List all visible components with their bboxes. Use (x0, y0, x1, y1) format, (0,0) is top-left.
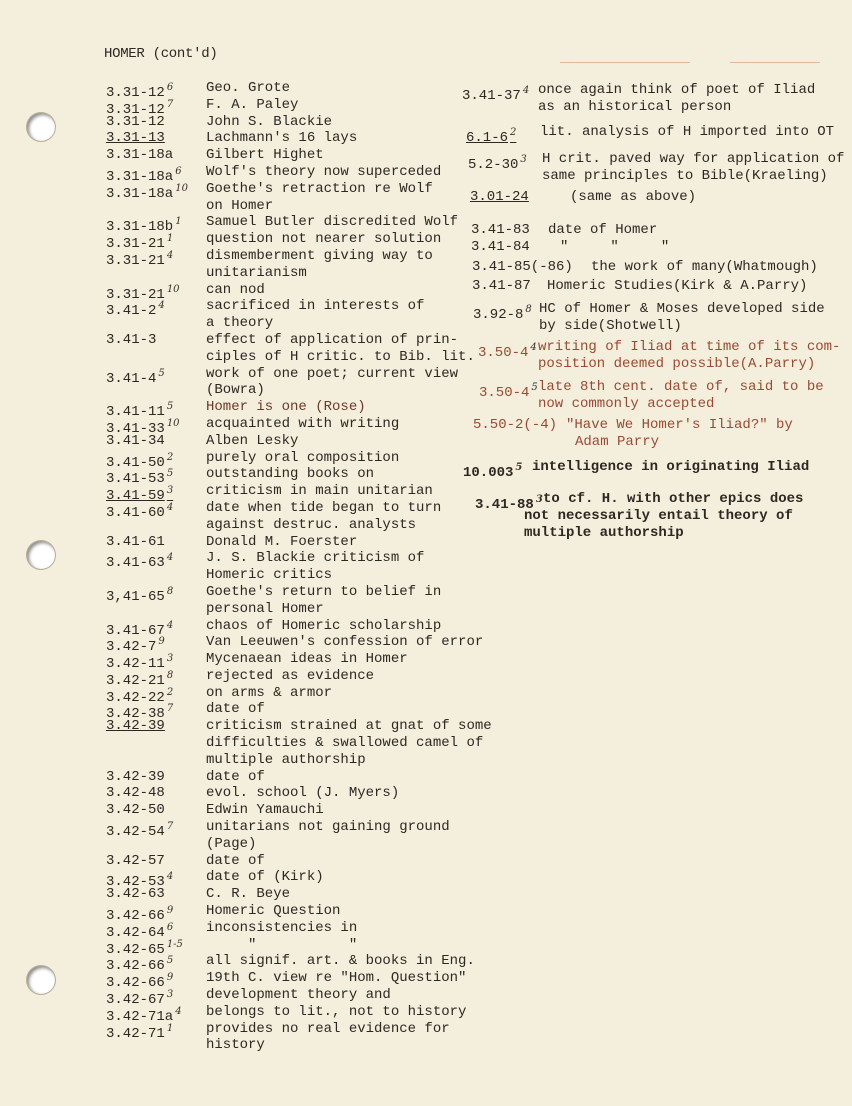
binder-hole-top (27, 113, 55, 141)
entry-reference-code (462, 82, 529, 105)
entry-text: sacrificed in interests of (206, 298, 425, 315)
entry-text: multiple authorship (206, 751, 366, 768)
entry-reference-code (106, 886, 165, 903)
index-entry (106, 651, 492, 673)
index-entry (106, 819, 492, 853)
entry-reference-code (106, 584, 173, 606)
handwritten-superscript: 9 (166, 905, 174, 917)
entry-text: (Page) (206, 835, 257, 852)
handwritten-superscript: 4 (166, 871, 174, 883)
index-entry (106, 584, 492, 618)
entry-text: Samuel Butler discredited Wolf (206, 214, 459, 231)
index-entry (106, 231, 492, 253)
reference-number: 3.42-11 (106, 656, 165, 673)
entry-text: " " " (560, 239, 670, 255)
index-entry (106, 96, 492, 118)
index-entry (106, 483, 492, 505)
index-entry (106, 534, 492, 551)
reference-number: 3.31-12 (106, 113, 165, 130)
entry-text: Homeric Studies(Kirk & A.Parry) (547, 278, 808, 294)
reference-number: 3.41-59 (106, 488, 165, 505)
index-entry (106, 163, 492, 185)
handwritten-superscript: 5 (158, 367, 165, 379)
index-entry (106, 936, 492, 958)
reference-number: 3.42-57 (106, 852, 165, 869)
reference-number: 3.42-53 (106, 874, 165, 891)
handwritten-superscript: 5 (166, 401, 174, 413)
entry-text: personal Homer (206, 600, 324, 617)
entry-reference-code (106, 853, 165, 870)
entry-reference-code (473, 301, 532, 324)
handwritten-superscript: 2 (166, 451, 174, 463)
reference-number: 3.41-53 (106, 471, 165, 488)
handwritten-superscript: 4 (166, 501, 174, 513)
reference-number: 3.50-4 (479, 385, 530, 401)
reference-number: 3.41-60 (106, 504, 165, 521)
reference-number: 3.42-54 (106, 824, 165, 841)
index-entry (106, 114, 492, 131)
entry-text: "Have We Homer's Iliad?" by (566, 417, 793, 433)
reference-number: 6.1-6 (466, 130, 509, 146)
entry-text: history (206, 1037, 265, 1054)
reference-number: 3.42-64 (106, 924, 165, 941)
entry-reference-code (106, 785, 165, 802)
handwritten-superscript: 4 (166, 552, 174, 564)
index-entry (106, 281, 492, 303)
reference-number: 3.42-65 (106, 941, 165, 958)
reference-number: 3.42-66 (106, 975, 165, 992)
entry-reference-code (106, 130, 165, 147)
entry-reference-code (106, 1021, 173, 1043)
handwritten-superscript: 5 (166, 468, 174, 480)
binder-hole-middle (27, 541, 55, 569)
handwritten-superscript: 3 (166, 653, 174, 665)
reference-number: 3.42-67 (106, 992, 165, 1009)
entry-reference-code (466, 124, 516, 147)
entry-text: ciples of H critic. to Bib. lit. (206, 348, 475, 365)
reference-number: 5.50-2(-4) (473, 417, 558, 433)
handwritten-superscript: 1 (166, 1022, 174, 1034)
reference-number: 3.42-39 (106, 718, 165, 735)
handwritten-superscript: 3 (535, 494, 543, 505)
entry-text: criticism strained at gnat of some (206, 718, 492, 735)
entry-reference-code (106, 181, 188, 203)
entry-reference-code (106, 819, 173, 841)
reference-number: 5.2-30 (468, 157, 519, 173)
entry-text: Alben Lesky (206, 432, 299, 449)
entry-text: position deemed possible(A.Parry) (538, 356, 816, 372)
index-entry (106, 970, 492, 992)
entry-reference-code (106, 500, 173, 522)
entry-reference-code (470, 189, 529, 206)
index-entry (106, 903, 492, 925)
index-entry (106, 718, 492, 768)
reference-number: 3.41-3 (106, 331, 157, 348)
reference-number: 3.31-18b (106, 219, 174, 236)
index-entry (106, 802, 492, 819)
entry-text: John S. Blackie (206, 113, 333, 130)
index-entry (106, 919, 492, 941)
reference-number: 3.41-4 (106, 370, 157, 387)
index-entry (106, 181, 492, 215)
entry-text: writing of Iliad at time of its com- (538, 339, 841, 355)
entry-text: Van Leeuwen's confession of error (206, 634, 484, 651)
index-entry (106, 500, 492, 534)
entry-text: (Bowra) (206, 382, 265, 399)
entry-text: work of one poet; current view (206, 365, 459, 382)
handwritten-superscript: 4 (166, 619, 174, 631)
reference-number: 3.92-8 (473, 307, 524, 323)
handwritten-superscript: 7 (166, 821, 174, 833)
handwritten-superscript: 6 (166, 921, 174, 933)
entry-text: Goethe's retraction re Wolf (206, 180, 433, 197)
reference-number: 3.41-2 (106, 303, 157, 320)
index-entry (106, 433, 492, 450)
entry-text: now commonly accepted (538, 396, 715, 412)
handwritten-superscript: 1 (175, 216, 182, 228)
reference-number: 3.42-48 (106, 785, 165, 802)
entry-text: (same as above) (570, 189, 697, 205)
handwritten-superscript: 1-5 (166, 938, 183, 950)
index-entry (106, 332, 492, 366)
handwritten-superscript: 4 (166, 249, 174, 261)
entry-text: once again think of poet of Iliad (538, 82, 816, 98)
index-entry (106, 667, 492, 689)
handwritten-superscript: 7 (166, 703, 174, 715)
entry-text: Lachmann's 16 lays (206, 130, 358, 147)
entry-text: development theory and (206, 987, 391, 1004)
entry-text: 19th C. view re "Hom. Question" (206, 970, 467, 987)
entry-text: Homer is one (Rose) (206, 399, 366, 416)
reference-number: 3.42-71 (106, 1025, 165, 1042)
entry-reference-code (106, 366, 165, 388)
entry-text: unitarians not gaining ground (206, 819, 450, 836)
entry-reference-code (472, 278, 531, 295)
handwritten-superscript: 3 (166, 485, 174, 497)
index-entry (106, 147, 492, 164)
entry-reference-code (106, 332, 156, 349)
index-entry (106, 769, 492, 786)
entry-text: late 8th cent. date of, said to be (538, 379, 824, 395)
entry-reference-code (106, 433, 165, 450)
reference-number: 3.42-38 (106, 706, 165, 723)
entry-reference-code (471, 222, 530, 239)
reference-number: 3.41-34 (106, 432, 165, 449)
reference-number: 3.41-83 (471, 222, 530, 238)
entry-text: on Homer (206, 197, 274, 214)
entry-text: evol. school (J. Myers) (206, 785, 400, 802)
reference-number: 3.31-18a (106, 185, 174, 202)
entry-text: date of (206, 852, 265, 869)
handwritten-superscript: 4 (158, 300, 165, 312)
entry-reference-code (478, 339, 537, 362)
entry-text: HC of Homer & Moses developed side (539, 301, 825, 317)
entry-text: all signif. art. & books in Eng. (206, 953, 475, 970)
reference-number: 3.31-21 (106, 236, 165, 253)
entry-text: Wolf's theory now superceded (206, 163, 442, 180)
entry-text: rejected as evidence (206, 667, 375, 684)
handwritten-superscript: 7 (166, 98, 174, 110)
entry-text: date when tide began to turn (206, 499, 442, 516)
reference-number: 10.003 (463, 465, 514, 481)
index-entry (106, 248, 492, 282)
handwritten-superscript: 5 (166, 955, 174, 967)
reference-number: 3.41-84 (471, 239, 530, 255)
entry-text: belongs to lit., not to history (206, 1003, 467, 1020)
reference-number: 3.42-66 (106, 908, 165, 925)
index-entry (106, 1021, 492, 1055)
reference-number: 3.41-50 (106, 454, 165, 471)
reference-number: 3.42-50 (106, 802, 165, 819)
entry-reference-code (479, 379, 538, 402)
reference-number: 3.41-85(-86) (472, 259, 573, 275)
reference-number: 3.41-11 (106, 404, 165, 421)
decorative-dash (730, 62, 820, 63)
index-entry (106, 987, 492, 1009)
index-entry (106, 853, 492, 870)
entry-text: Gilbert Highet (206, 147, 324, 164)
index-entry (106, 1003, 492, 1025)
entry-text: Edwin Yamauchi (206, 802, 324, 819)
handwritten-superscript: 10 (175, 182, 188, 194)
entry-reference-code (472, 259, 573, 276)
entry-text: dismemberment giving way to (206, 247, 433, 264)
index-entry (106, 466, 492, 488)
entry-text: C. R. Beye (206, 886, 291, 903)
handwritten-superscript: 10 (166, 417, 180, 429)
binder-hole-bottom (27, 966, 55, 994)
entry-reference-code (473, 417, 557, 434)
handwritten-superscript: 2 (166, 686, 174, 698)
entry-reference-code (468, 151, 527, 174)
reference-number: 3.42-22 (106, 689, 165, 706)
entry-text: date of Homer (548, 222, 658, 238)
handwritten-superscript: 5 (515, 462, 523, 473)
entry-text: date of (Kirk) (206, 869, 324, 886)
reference-number: 3.31-21 (106, 286, 165, 303)
entry-text: provides no real evidence for (206, 1020, 450, 1037)
entry-text: against destruc. analysts (206, 516, 417, 533)
handwritten-superscript: 9 (158, 636, 165, 648)
index-entry (106, 298, 492, 332)
entry-reference-code (106, 550, 173, 572)
entry-reference-code (106, 534, 165, 551)
index-entry (106, 80, 492, 101)
handwritten-superscript: 9 (166, 972, 174, 984)
handwritten-superscript: 4 (530, 342, 537, 353)
entry-text: unitarianism (206, 264, 307, 281)
index-entry (106, 617, 492, 639)
entry-text: intelligence in originating Iliad (532, 459, 810, 475)
reference-number: 3.41-33 (106, 420, 165, 437)
entry-text: same principles to Bible(Kraeling) (542, 168, 828, 184)
entry-text: effect of application of prin- (206, 331, 459, 348)
index-entry (106, 953, 492, 975)
index-entry (106, 550, 492, 584)
left-index-column (106, 80, 492, 1054)
reference-number: 3.42-71a (106, 1008, 174, 1025)
entry-text: by side(Shotwell) (539, 318, 682, 334)
reference-number: 3.31-18a (106, 168, 174, 185)
handwritten-superscript: 6 (166, 82, 174, 93)
index-entry (106, 415, 492, 437)
reference-number: 3.41-37 (462, 88, 521, 104)
index-entry (106, 869, 492, 891)
handwritten-superscript: 8 (166, 585, 174, 597)
entry-text: to cf. H. with other epics does (543, 491, 804, 507)
entry-text: date of (206, 768, 265, 785)
entry-text: question not nearer solution (206, 231, 442, 248)
entry-text: F. A. Paley (206, 96, 299, 113)
reference-number: 3.42-21 (106, 672, 165, 689)
entry-text: Adam Parry (575, 434, 660, 450)
reference-number: 3,41-65 (106, 588, 165, 605)
reference-number: 3.42-66 (106, 958, 165, 975)
entry-text: on arms & armor (206, 684, 333, 701)
index-entry (106, 701, 492, 723)
entry-text: lit. analysis of H imported into OT (540, 124, 835, 140)
entry-text: Homeric critics (206, 567, 333, 584)
entry-text: Donald M. Foerster (206, 533, 358, 550)
entry-text: multiple authorship (524, 525, 684, 541)
entry-text: acquainted with writing (206, 415, 400, 432)
entry-text: as an historical person (538, 99, 732, 115)
entry-text: Geo. Grote (206, 80, 291, 96)
entry-text: criticism in main unitarian (206, 483, 433, 500)
reference-number: 3.42-63 (106, 886, 165, 903)
entry-text: J. S. Blackie criticism of (206, 550, 425, 567)
reference-number: 3.50-4 (478, 345, 529, 361)
entry-text: chaos of Homeric scholarship (206, 617, 442, 634)
entry-text: purely oral composition (206, 449, 400, 466)
index-entry (106, 684, 492, 706)
reference-number: 3.41-88 (475, 497, 534, 513)
entry-text: " " (206, 936, 358, 953)
reference-number: 3.42-7 (106, 639, 157, 656)
index-entry (106, 449, 492, 471)
entry-text: a theory (206, 315, 274, 332)
entry-text: difficulties & swallowed camel of (206, 735, 484, 752)
reference-number: 3.41-61 (106, 533, 165, 550)
reference-number: 3.41-87 (472, 278, 531, 294)
reference-number: 3.41-63 (106, 555, 165, 572)
entry-text: Mycenaean ideas in Homer (206, 651, 408, 668)
index-entry (106, 214, 492, 236)
handwritten-superscript: 8 (525, 304, 532, 315)
index-entry (106, 366, 492, 400)
entry-reference-code (106, 769, 165, 786)
handwritten-superscript: 3 (520, 154, 527, 165)
handwritten-superscript: 8 (166, 669, 174, 681)
index-entry (106, 399, 492, 421)
entry-text: date of (206, 701, 265, 718)
entry-text: inconsistencies in (206, 919, 358, 936)
reference-number: 3.31-13 (106, 130, 165, 147)
entry-reference-code (106, 298, 165, 320)
entry-text: the work of many(Whatmough) (591, 259, 818, 275)
reference-number: 3.31-21 (106, 252, 165, 269)
index-entry (106, 785, 492, 802)
entry-text: Goethe's return to belief in (206, 583, 442, 600)
entry-reference-code (106, 114, 165, 131)
index-entry (106, 886, 492, 903)
handwritten-superscript: 4 (522, 85, 530, 96)
reference-number: 3.31-18a (106, 147, 174, 164)
decorative-dash (560, 62, 690, 63)
reference-number: 3.31-12 (106, 101, 165, 118)
reference-number: 3.42-39 (106, 768, 165, 785)
handwritten-superscript: 1 (166, 233, 174, 245)
entry-text: not necessarily entail theory of (524, 508, 793, 524)
handwritten-superscript: 4 (175, 1005, 182, 1017)
entry-text: H crit. paved way for application of (542, 151, 845, 167)
entry-text: outstanding books on (206, 466, 375, 483)
entry-reference-code (106, 718, 165, 735)
entry-reference-code (106, 147, 173, 164)
reference-number: 3.01-24 (470, 189, 529, 205)
index-entry (106, 130, 492, 147)
entry-reference-code (106, 248, 173, 270)
reference-number: 3.31-12 (106, 85, 165, 101)
index-entry (106, 634, 492, 656)
handwritten-superscript: 6 (175, 165, 182, 177)
reference-number: 3.41-67 (106, 622, 165, 639)
handwritten-superscript: 10 (166, 283, 180, 295)
entry-text: can nod (206, 281, 265, 298)
entry-reference-code (471, 239, 530, 256)
page-title: HOMER (cont'd) (104, 46, 218, 62)
handwritten-superscript: 2 (510, 127, 517, 138)
entry-text: Homeric Question (206, 903, 341, 920)
entry-reference-code (463, 459, 522, 482)
handwritten-superscript: 3 (166, 989, 174, 1001)
entry-reference-code (106, 802, 165, 819)
handwritten-superscript: 5 (531, 382, 538, 393)
